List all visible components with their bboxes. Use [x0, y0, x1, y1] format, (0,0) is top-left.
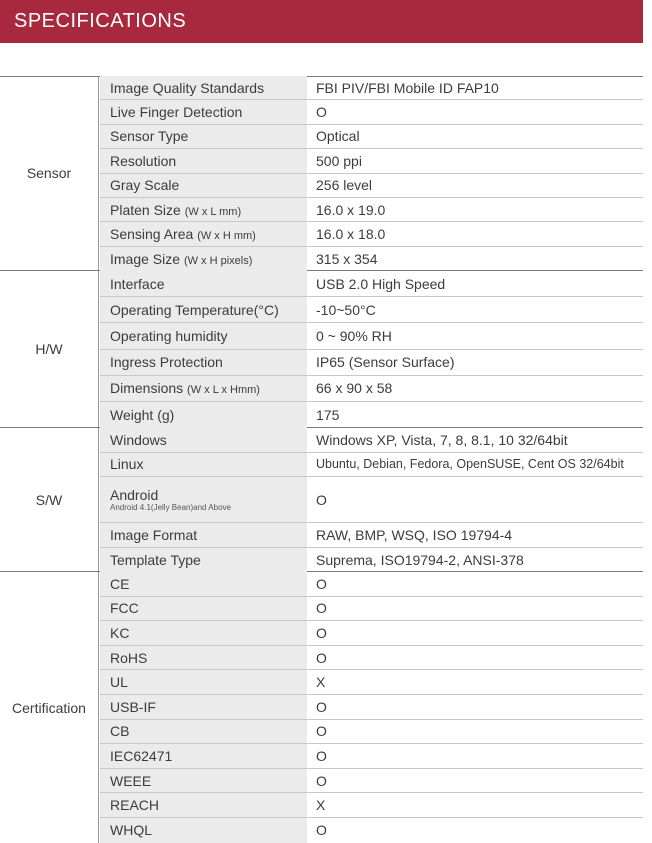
spec-label-cell	[100, 744, 307, 768]
spec-label-unit: (W x L mm)	[184, 205, 242, 218]
spec-label-line	[110, 432, 307, 448]
spec-row	[100, 523, 643, 548]
spec-row	[100, 597, 643, 622]
spec-value: 175	[316, 406, 340, 423]
spec-value: USB 2.0 High Speed	[316, 275, 446, 292]
spec-label: Android	[110, 487, 159, 503]
spec-row	[100, 818, 643, 843]
spec-value: Ubuntu, Debian, Fedora, OpenSUSE, Cent OS 32/64bit	[316, 457, 624, 472]
spec-row	[100, 453, 643, 478]
spec-label-line	[110, 407, 307, 423]
spec-value: O	[316, 624, 327, 641]
group-name: Sensor	[0, 76, 99, 270]
spec-label-cell	[100, 198, 307, 221]
spec-group-2	[0, 428, 643, 572]
spec-label: Weight (g)	[110, 406, 175, 423]
spec-label: CB	[110, 723, 130, 740]
spec-label-line	[110, 600, 307, 616]
spec-label: CE	[110, 575, 130, 592]
spec-label-cell	[100, 174, 307, 197]
spec-label: Linux	[110, 456, 144, 473]
spec-label-line	[110, 674, 307, 690]
spec-label: Template Type	[110, 551, 201, 568]
spec-label-line	[110, 625, 307, 641]
spec-label-line	[110, 487, 307, 503]
spec-value: FBI PIV/FBI Mobile ID FAP10	[316, 79, 499, 96]
spec-label-line	[110, 153, 307, 169]
group-rows	[100, 428, 643, 572]
spec-row	[100, 149, 643, 173]
spec-label-cell	[100, 428, 307, 452]
spec-label: USB-IF	[110, 698, 156, 715]
spec-label-cell	[100, 818, 307, 843]
spec-label-cell	[100, 271, 307, 296]
spec-label: Operating Temperature(°C)	[110, 301, 279, 318]
spec-value: IP65 (Sensor Surface)	[316, 354, 455, 371]
group-rows	[100, 76, 643, 271]
spec-value: X	[316, 797, 326, 814]
spec-row	[100, 100, 643, 124]
spec-row	[100, 125, 643, 149]
spec-label-unit: (W x L x Hmm)	[187, 384, 260, 397]
spec-label: REACH	[110, 797, 160, 814]
spec-value: O	[316, 575, 327, 592]
spec-value: Optical	[316, 128, 360, 145]
spec-value: 0 ~ 90% RH	[316, 327, 392, 344]
group-name: Certification	[0, 572, 99, 843]
spec-row	[100, 793, 643, 818]
spec-label-cell	[100, 621, 307, 645]
spec-label-unit: (W x H pixels)	[183, 254, 253, 267]
spec-row	[100, 247, 643, 271]
spec-label: Live Finger Detection	[110, 104, 243, 121]
spec-value: 16.0 x 18.0	[316, 226, 386, 243]
spec-label: WEEE	[110, 772, 152, 789]
spec-label-line	[110, 650, 307, 666]
spec-label-line	[110, 276, 307, 292]
spec-row	[100, 720, 643, 745]
spec-label-line	[110, 527, 307, 543]
spec-group-3	[0, 572, 643, 843]
spec-label: Dimensions	[110, 380, 184, 397]
spec-label-cell	[100, 125, 307, 148]
spec-value: 500 ppi	[316, 152, 362, 169]
spec-label-cell	[100, 646, 307, 670]
spec-label: UL	[110, 674, 128, 691]
spec-label-cell	[100, 350, 307, 375]
spec-row	[100, 477, 643, 523]
spec-label-cell	[100, 453, 307, 477]
spec-label: Image Size	[110, 250, 181, 267]
spec-label-line	[110, 748, 307, 764]
spec-label-line	[110, 128, 307, 144]
spec-label-line	[110, 773, 307, 789]
spec-row	[100, 297, 643, 323]
spec-label-line	[110, 699, 307, 715]
spec-row	[100, 350, 643, 376]
spec-value: Suprema, ISO19794-2, ANSI-378	[316, 551, 524, 568]
spec-label: Sensor Type	[110, 128, 189, 145]
spec-label-cell	[100, 793, 307, 817]
spec-value: 66 x 90 x 58	[316, 380, 393, 397]
spec-label-cell	[100, 100, 307, 123]
spec-label-line	[110, 202, 307, 218]
section-title: SPECIFICATIONS	[14, 10, 187, 32]
spec-label-cell	[100, 247, 307, 271]
spec-label: Image Format	[110, 526, 198, 543]
spec-label-line	[110, 302, 307, 318]
spec-label: Windows	[110, 431, 167, 448]
spec-value: 16.0 x 19.0	[316, 201, 386, 218]
spec-label-line	[110, 251, 307, 267]
group-name: S/W	[0, 428, 99, 571]
spec-value: RAW, BMP, WSQ, ISO 19794-4	[316, 526, 513, 543]
spec-value: O	[316, 649, 327, 666]
spec-value: Windows XP, Vista, 7, 8, 8.1, 10 32/64bit	[316, 431, 568, 448]
spec-label-line	[110, 380, 307, 396]
spec-label-cell	[100, 222, 307, 245]
spec-value: 315 x 354	[316, 250, 378, 267]
spec-label-line	[110, 104, 307, 120]
spec-row	[100, 271, 643, 297]
spec-value: O	[316, 723, 327, 740]
spec-row	[100, 402, 643, 428]
spec-label-unit: (W x H mm)	[197, 230, 256, 243]
spec-label-cell	[100, 76, 307, 99]
spec-label-cell	[100, 402, 307, 428]
spec-row	[100, 428, 643, 453]
spec-label-line	[110, 80, 307, 96]
spec-label: Platen Size	[110, 201, 181, 218]
spec-group-1	[0, 271, 643, 428]
spec-label-line	[110, 576, 307, 592]
spec-row	[100, 744, 643, 769]
spec-row	[100, 572, 643, 597]
spec-row	[100, 174, 643, 198]
section-title-banner	[0, 0, 643, 43]
spec-row	[100, 769, 643, 794]
spec-label-cell	[100, 572, 307, 596]
spec-label-cell	[100, 523, 307, 547]
spec-value: O	[316, 747, 327, 764]
spec-label-cell	[100, 670, 307, 694]
spec-value: 256 level	[316, 177, 373, 194]
group-name: H/W	[0, 271, 99, 427]
group-rows	[100, 572, 643, 843]
spec-label: FCC	[110, 600, 139, 617]
spec-label-line	[110, 226, 307, 242]
spec-label-cell	[100, 323, 307, 348]
spec-label-cell	[100, 548, 307, 573]
group-rows	[100, 271, 643, 428]
spec-row	[100, 323, 643, 349]
spec-row	[100, 670, 643, 695]
spec-row	[100, 222, 643, 246]
spec-label-line	[110, 177, 307, 193]
spec-label: Interface	[110, 275, 165, 292]
spec-value: O	[316, 822, 327, 839]
spec-value: O	[316, 491, 327, 508]
spec-label: KC	[110, 624, 130, 641]
spec-label-cell	[100, 477, 307, 522]
spec-label-line	[110, 354, 307, 370]
spec-label-cell	[100, 769, 307, 793]
spec-label-cell	[100, 376, 307, 401]
spec-value: O	[316, 698, 327, 715]
spec-label: Operating humidity	[110, 327, 228, 344]
spec-label: RoHS	[110, 649, 148, 666]
spec-label-line	[110, 797, 307, 813]
spec-label-line	[110, 328, 307, 344]
spec-row	[100, 376, 643, 402]
spec-label: Gray Scale	[110, 177, 180, 194]
spec-label-line	[110, 723, 307, 739]
spec-row	[100, 76, 643, 100]
spec-value: O	[316, 772, 327, 789]
spec-row	[100, 198, 643, 222]
spec-value: O	[316, 104, 327, 121]
spec-label: WHQL	[110, 822, 152, 839]
spec-label: IEC62471	[110, 747, 173, 764]
spec-label-line	[110, 552, 307, 568]
spec-label: Sensing Area	[110, 226, 194, 243]
spec-label-line	[110, 822, 307, 838]
spec-row	[100, 621, 643, 646]
spec-sublabel: Android 4.1(Jelly Bean)and Above	[110, 503, 231, 512]
spec-row	[100, 548, 643, 573]
spec-label: Ingress Protection	[110, 354, 223, 371]
spec-value: X	[316, 674, 326, 691]
spec-label: Image Quality Standards	[110, 79, 265, 96]
spec-label-cell	[100, 720, 307, 744]
spec-label-line	[110, 456, 307, 472]
spec-label: Resolution	[110, 152, 177, 169]
spec-value: -10~50°C	[316, 301, 376, 318]
spec-row	[100, 695, 643, 720]
spec-label-cell	[100, 297, 307, 322]
spec-group-0	[0, 76, 643, 271]
spec-row	[100, 646, 643, 671]
spec-label-cell	[100, 149, 307, 172]
spec-label-cell	[100, 695, 307, 719]
spec-value: O	[316, 600, 327, 617]
spec-label-cell	[100, 597, 307, 621]
